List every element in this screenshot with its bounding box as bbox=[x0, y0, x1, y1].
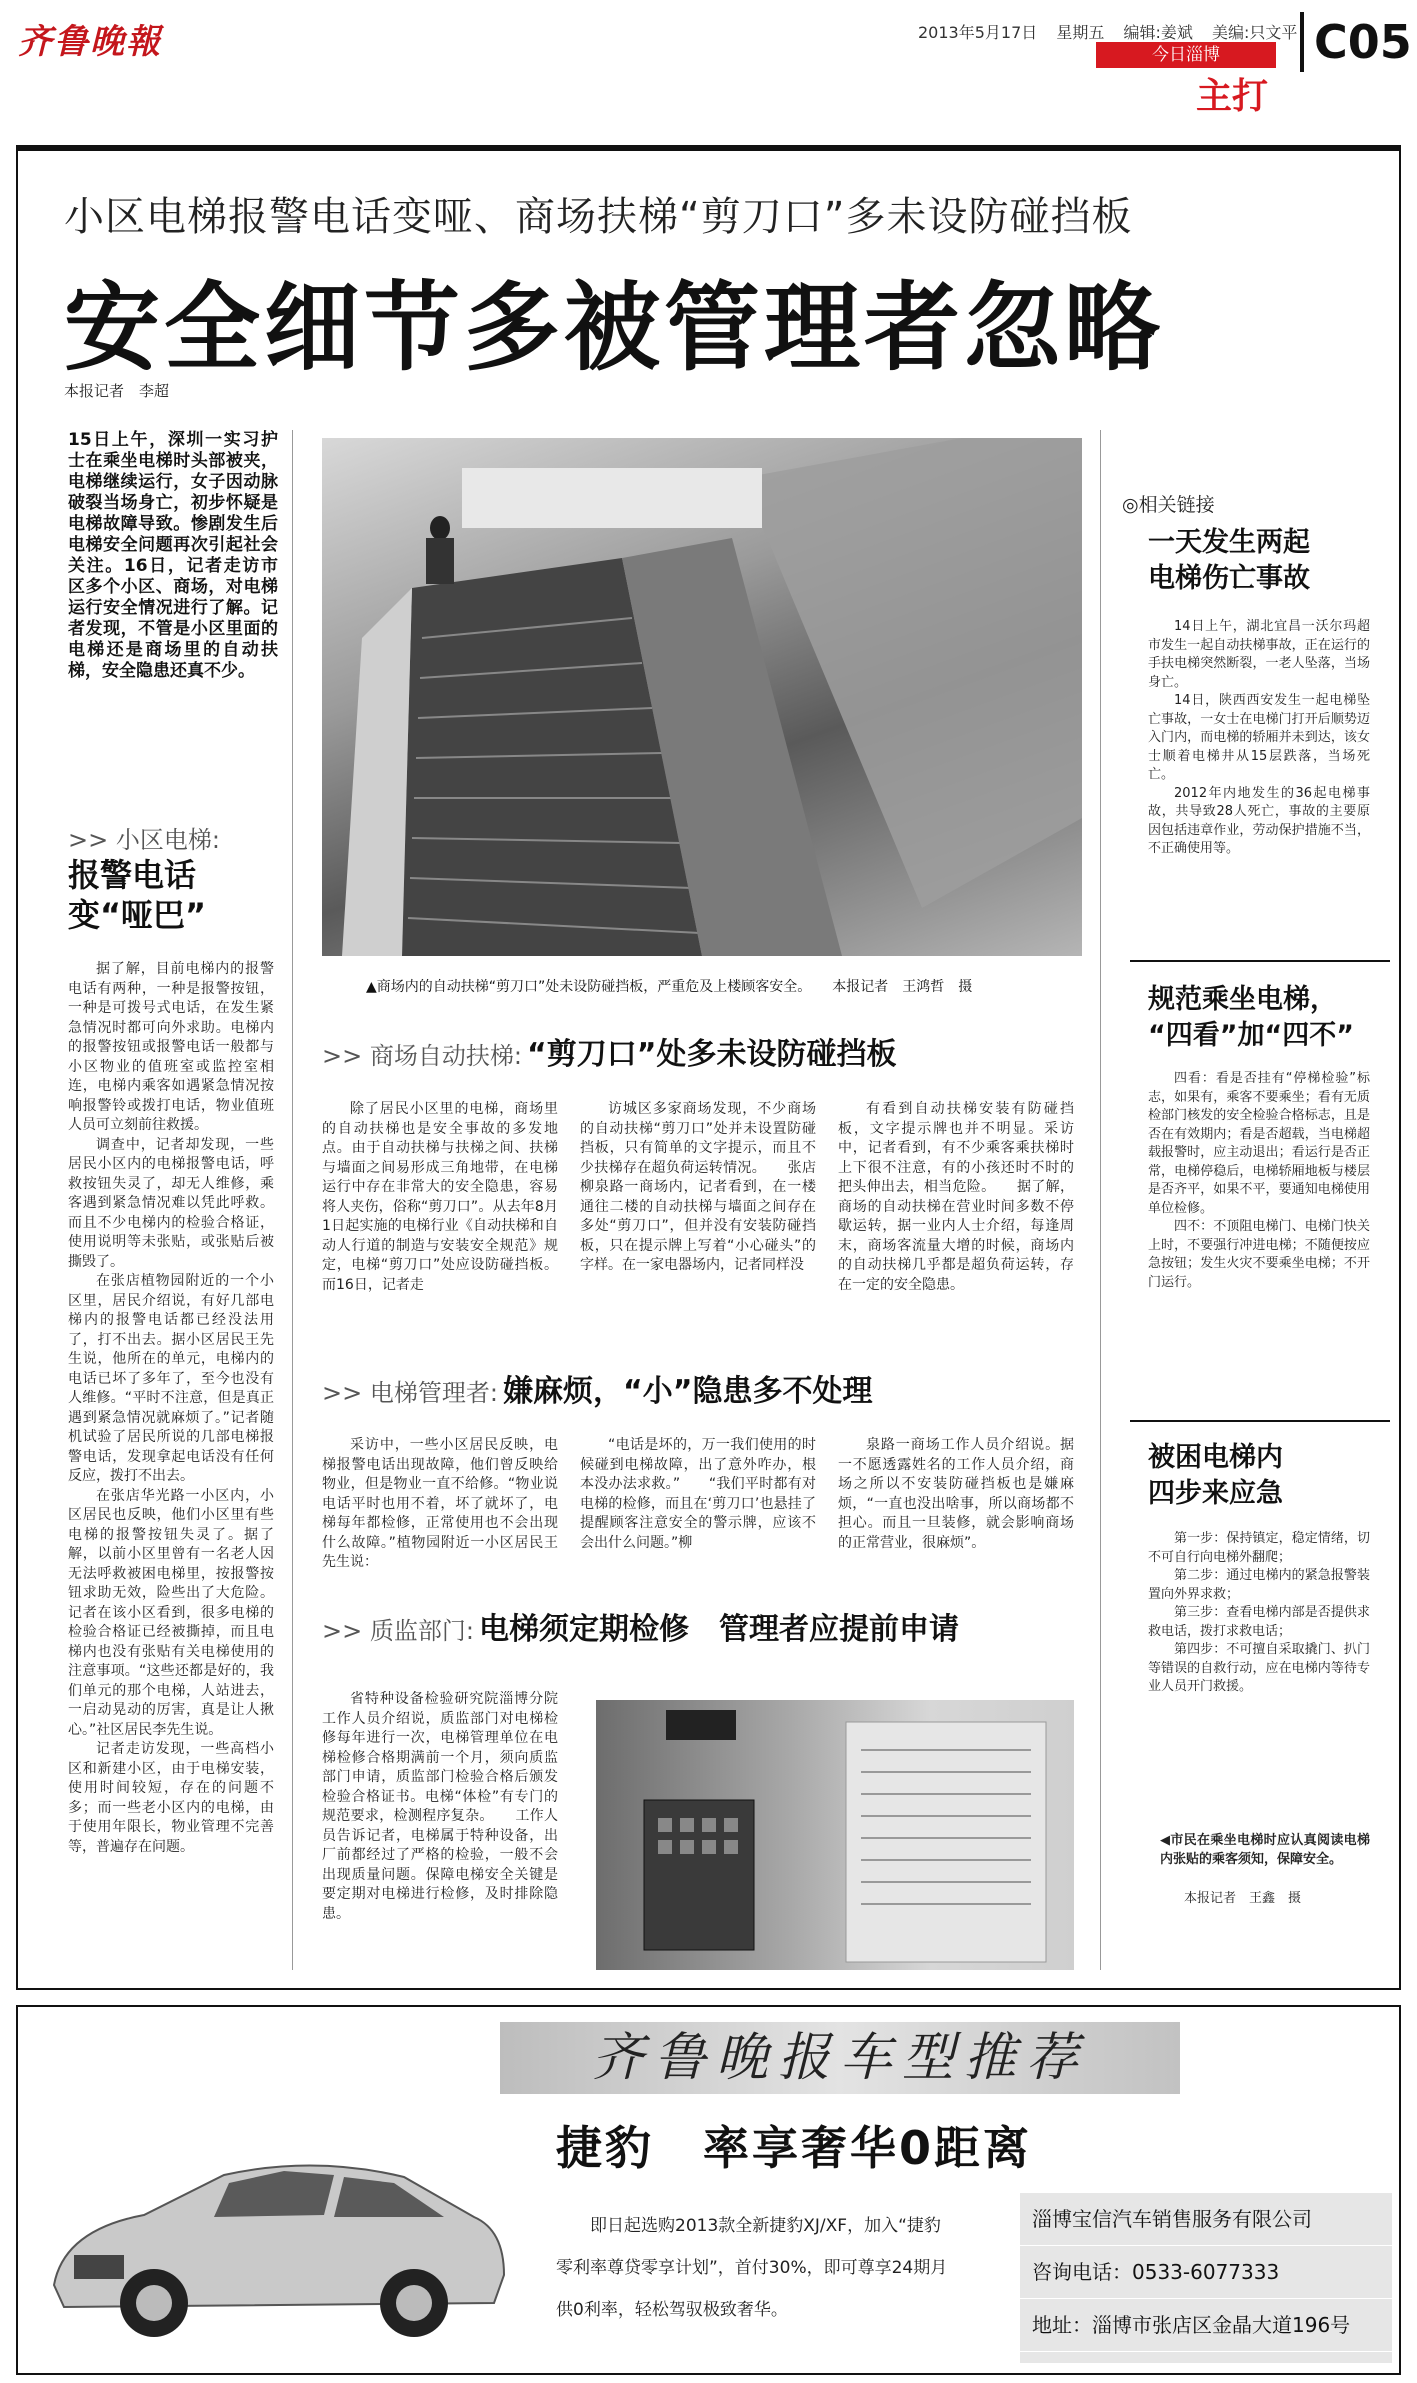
dealer-name: 淄博宝信汽车销售服务有限公司 bbox=[1020, 2193, 1392, 2246]
photo2-credit: 本报记者 王鑫 摄 bbox=[1184, 1891, 1302, 1906]
section3-col1: 采访中，一些小区居民反映，电梯报警电话出现故障，他们曾反映给物业，但是物业一直不给修。“物业说电话平时也用不着，坏了就坏了，电梯每年都检修，正常使用也不会出现什么故障。”植物园附近一小区居民王先生说： bbox=[322, 1437, 558, 1570]
section2-label: >> 商场自动扶梯: bbox=[322, 1042, 522, 1070]
section3-label: >> 电梯管理者: bbox=[322, 1379, 498, 1407]
section4-label: >> 质监部门: bbox=[322, 1617, 474, 1645]
section1-body bbox=[68, 960, 274, 1857]
article-byline: 本报记者 李超 bbox=[64, 382, 170, 400]
sidebar-divider bbox=[1130, 960, 1390, 962]
section1-title-line2: 变“哑巴” bbox=[68, 896, 207, 934]
elevator-panel-illustration bbox=[596, 1700, 1074, 1970]
escalator-photo bbox=[322, 438, 1082, 956]
section1-paragraph: 调查中，记者却发现，一些居民小区内的电梯报警电话，呼救按钮失灵了，却无人维修，乘客遇到紧急情况难以凭此呼救。而且不少电梯内的检验合格证，使用说明等未张贴，或张贴后被撕毁了。 bbox=[68, 1136, 274, 1270]
section2-title: “剪刀口”处多未设防碰挡板 bbox=[527, 1037, 897, 1072]
dateline bbox=[918, 20, 1311, 43]
sidebar-divider bbox=[1130, 1420, 1390, 1422]
dealer-phone: 咨询电话：0533-6077333 bbox=[1020, 2246, 1392, 2299]
section4-heading bbox=[322, 1610, 959, 1650]
section1-paragraph: 据了解，目前电梯内的报警电话有两种，一种是报警按钮，一种是可拨号式电话，在发生紧急情况时都可向外求助。电梯内的报警按钮或报警电话一般都与小区物业的值班室或监控室相连，电梯内乘客如遇紧急情况按响报警铃或拨打电话，物业值班人员可立刻前往救援。 bbox=[68, 961, 274, 1133]
advert-headline: 捷豹 率享奢华0距离 bbox=[556, 2121, 1033, 2175]
section4-title: 电梯须定期检修 管理者应提前申请 bbox=[479, 1612, 960, 1647]
section1-heading bbox=[68, 820, 288, 935]
editor: 编辑:姜斌 bbox=[1123, 23, 1193, 42]
weekday: 星期五 bbox=[1056, 23, 1105, 42]
section4-body: 省特种设备检验研究院淄博分院工作人员介绍说，质监部门对电梯检修每年进行一次，电梯管理单位在电梯检修合格期满前一个月，须向质监部门申请，质监部门检验合格后颁发检验合格证书。电梯“体检”有专门的规范要求，检测程序复杂。 工作人员告诉记者，电梯属于特种设备，出厂前都经过了严格的检验，一般不会出现质量问题。保障电梯安全关键是要定期对电梯进行检修，及时排除隐患。 bbox=[322, 1691, 558, 1922]
section1-paragraph: 在张店华光路一小区内，小区居民也反映，他们小区里有些电梯的报警按钮失灵了。据了解，以前小区里曾有一名老人因无法呼救被困电梯里，按报警按钮求助无效，险些出了大危险。记者在该小区看到，很多电梯的检验合格证已经被撕掉，而且电梯内也没有张贴有关电梯使用的注意事项。“这些还都是好的，我们单元的那个电梯，人站进去，一启动晃动的厉害，真是让人揪心。”社区居民李先生说。 bbox=[68, 1487, 274, 1738]
sidebar-box2-title: 规范乘坐电梯， “四看”加“四不” bbox=[1148, 984, 1354, 1051]
dealer-info bbox=[1020, 2193, 1392, 2363]
section1-title-line1: 报警电话 bbox=[68, 856, 197, 894]
section-tag: 今日淄博 bbox=[1096, 42, 1276, 68]
section3-heading bbox=[322, 1372, 872, 1412]
sidebar-box3-title: 被困电梯内 四步来应急 bbox=[1148, 1442, 1283, 1509]
elevator-panel-photo bbox=[596, 1700, 1074, 1970]
section2-col2: 访城区多家商场发现，不少商场的自动扶梯“剪刀口”处并未设置防碰挡板，只有简单的文字提示，而且不少扶梯存在超负荷运转情况。 张店柳泉路一商场内，记者看到，在一楼通往二楼的自动扶梯与墙面之间存在多处“剪刀口”，但并没有安装防碰挡板，只在提示牌上写着“小心碰头”的字样。在一家电器场内，记者同样没 bbox=[580, 1101, 816, 1273]
dealer-address: 地址：淄博市张店区金晶大道196号 bbox=[1020, 2299, 1392, 2352]
section1-paragraph: 记者走访发现，一些高档小区和新建小区，由于电梯安装，使用时间较短，存在的问题不多；而一些老小区内的电梯，由于使用年限长，物业管理不完善等，普遍存在问题。 bbox=[68, 1741, 274, 1855]
sidebar-box1-body: 14日上午，湖北宜昌一沃尔玛超市发生一起自动扶梯事故，正在运行的手扶电梯突然断裂，一老人坠落，当场身亡。 14日，陕西西安发生一起电梯坠亡事故，一女士在电梯门打开后顺势迈入门内，而电梯的轿厢并未到达，该女士顺着电梯井从15层跌落，当场死亡。 2012年内地发生的36起电梯事故，共导致28人死亡，事故的主要原因包括违章作业，劳动保护措施不当，不正确使用等。 bbox=[1148, 619, 1370, 856]
section3-title: 嫌麻烦，“小”隐患多不处理 bbox=[503, 1374, 873, 1409]
column-rule bbox=[1100, 430, 1101, 1970]
related-links-label: ◎相关链接 bbox=[1122, 494, 1215, 516]
section-name: 主打 bbox=[1196, 76, 1269, 117]
photo1-caption: ▲商场内的自动扶梯“剪刀口”处未设防碰挡板，严重危及上楼顾客安全。 本报记者 王鸿哲 摄 bbox=[366, 979, 973, 995]
section3-col3: 泉路一商场工作人员介绍说。据一不愿透露姓名的工作人员介绍，商场之所以不安装防碰挡板也是嫌麻烦，“一直也没出啥事，所以商场都不担心。而且一旦装修，就会影响商场的正常营业，很麻烦”。 bbox=[838, 1437, 1074, 1551]
article-lede: 15日上午，深圳一实习护士在乘坐电梯时头部被夹，电梯继续运行，女子因动脉破裂当场身亡，初步怀疑是电梯故障导致。惨剧发生后电梯安全问题再次引起社会关注。16日，记者走访市区多个小区、商场，对电梯运行安全情况进行了解。记者发现，不管是小区里面的电梯还是商场里的自动扶梯，安全隐患还真不少。 bbox=[68, 430, 278, 681]
section2-col3: 有看到自动扶梯安装有防碰挡板，文字提示牌也并不明显。采访中，记者看到，有不少乘客乘扶梯时上下很不注意，有的小孩还时不时的把头伸出去，相当危险。 据了解，商场的自动扶梯在营业时间多数不停歇运转，据一业内人士介绍，每逢周末，商场客流量大增的时候，商场内的自动扶梯几乎都是超负荷运转，存在一定的安全隐患。 bbox=[838, 1101, 1074, 1293]
car-illustration bbox=[34, 2135, 514, 2350]
advert-body: 即日起选购2013款全新捷豹XJ/XF，加入“捷豹 零利率尊贷零享计划”，首付30%，即可尊享24期月 供0利率，轻松驾驭极致奢华。 bbox=[556, 2216, 948, 2320]
designer: 美编:只文平 bbox=[1211, 23, 1298, 42]
column-rule bbox=[292, 430, 293, 1970]
paper-logo: 齐鲁晚報 bbox=[18, 22, 162, 62]
section2-col1: 除了居民小区里的电梯，商场里的自动扶梯也是安全事故的多发地点。由于自动扶梯与扶梯之间、扶梯与墙面之间易形成三角地带，在电梯运行中存在非常大的安全隐患，容易将人夹伤，俗称“剪刀口”。从去年8月1日起实施的电梯行业《自动扶梯和自动人行道的制造与安装安全规范》规定，电梯“剪刀口”处应设防碰挡板。而16日，记者走 bbox=[322, 1101, 558, 1293]
escalator-illustration bbox=[322, 438, 1082, 956]
photo2-caption: ◀市民在乘坐电梯时应认真阅读电梯内张贴的乘客须知，保障安全。 bbox=[1160, 1833, 1370, 1867]
issue-date: 2013年5月17日 bbox=[918, 23, 1038, 42]
sidebar-box3-body: 第一步：保持镇定，稳定情绪，切不可自行向电梯外翻爬； 第二步：通过电梯内的紧急报警装置向外界求救； 第三步：查看电梯内部是否提供求救电话，拨打求救电话； 第四步：不可擅自采取撬门、扒门等错误的自救行动，应在电梯内等待专业人员开门救援。 bbox=[1148, 1531, 1370, 1694]
article-headline: 安全细节多被管理者忽略 bbox=[64, 272, 1164, 384]
sidebar-box2-body: 四看：看是否挂有“停梯检验”标志，如果有，乘客不要乘坐；看有无质检部门核发的安全检验合格标志，且是否在有效期内；看是否超载，当电梯超载报警时，应主动退出；看运行是否正常，电梯停稳后，电梯轿厢地板与楼层是否齐平，如果不平，要通知电梯使用单位检修。 四不：不顶阻电梯门、电梯门快关上时，不要强行冲进电梯；不随便按应急按钮；发生火灾不要乘坐电梯；不开门运行。 bbox=[1148, 1071, 1370, 1290]
car-image bbox=[34, 2135, 514, 2350]
section1-paragraph: 在张店植物园附近的一个小区里，居民介绍说，有好几部电梯内的报警电话都已经没法用了，打不出去。据小区居民王先生说，他所在的单元，电梯内的电话已坏了多年了，至今也没有人维修。“平时不注意，但是真正遇到紧急情况就麻烦了。”记者随机试验了居民所说的几部电梯报警电话，发现拿起电话没有任何反应，拨打不出去。 bbox=[68, 1273, 274, 1484]
section1-label: >> 小区电梯: bbox=[68, 826, 220, 854]
article-subhead: 小区电梯报警电话变哑、商场扶梯“剪刀口”多未设防碰挡板 bbox=[64, 194, 1133, 240]
advert-banner: 齐鲁晚报车型推荐 bbox=[500, 2022, 1180, 2094]
section3-col2: “电话是坏的，万一我们使用的时候碰到电梯故障，出了意外咋办，根本没办法求救。” “我们平时都有对电梯的检修，而且在‘剪刀口’也悬挂了提醒顾客注意安全的警示牌，应该不会出什么问题。”柳 bbox=[580, 1437, 816, 1551]
section2-heading bbox=[322, 1035, 896, 1075]
page-number: C05 bbox=[1300, 12, 1417, 72]
sidebar-box1-title: 一天发生两起 电梯伤亡事故 bbox=[1148, 527, 1310, 594]
